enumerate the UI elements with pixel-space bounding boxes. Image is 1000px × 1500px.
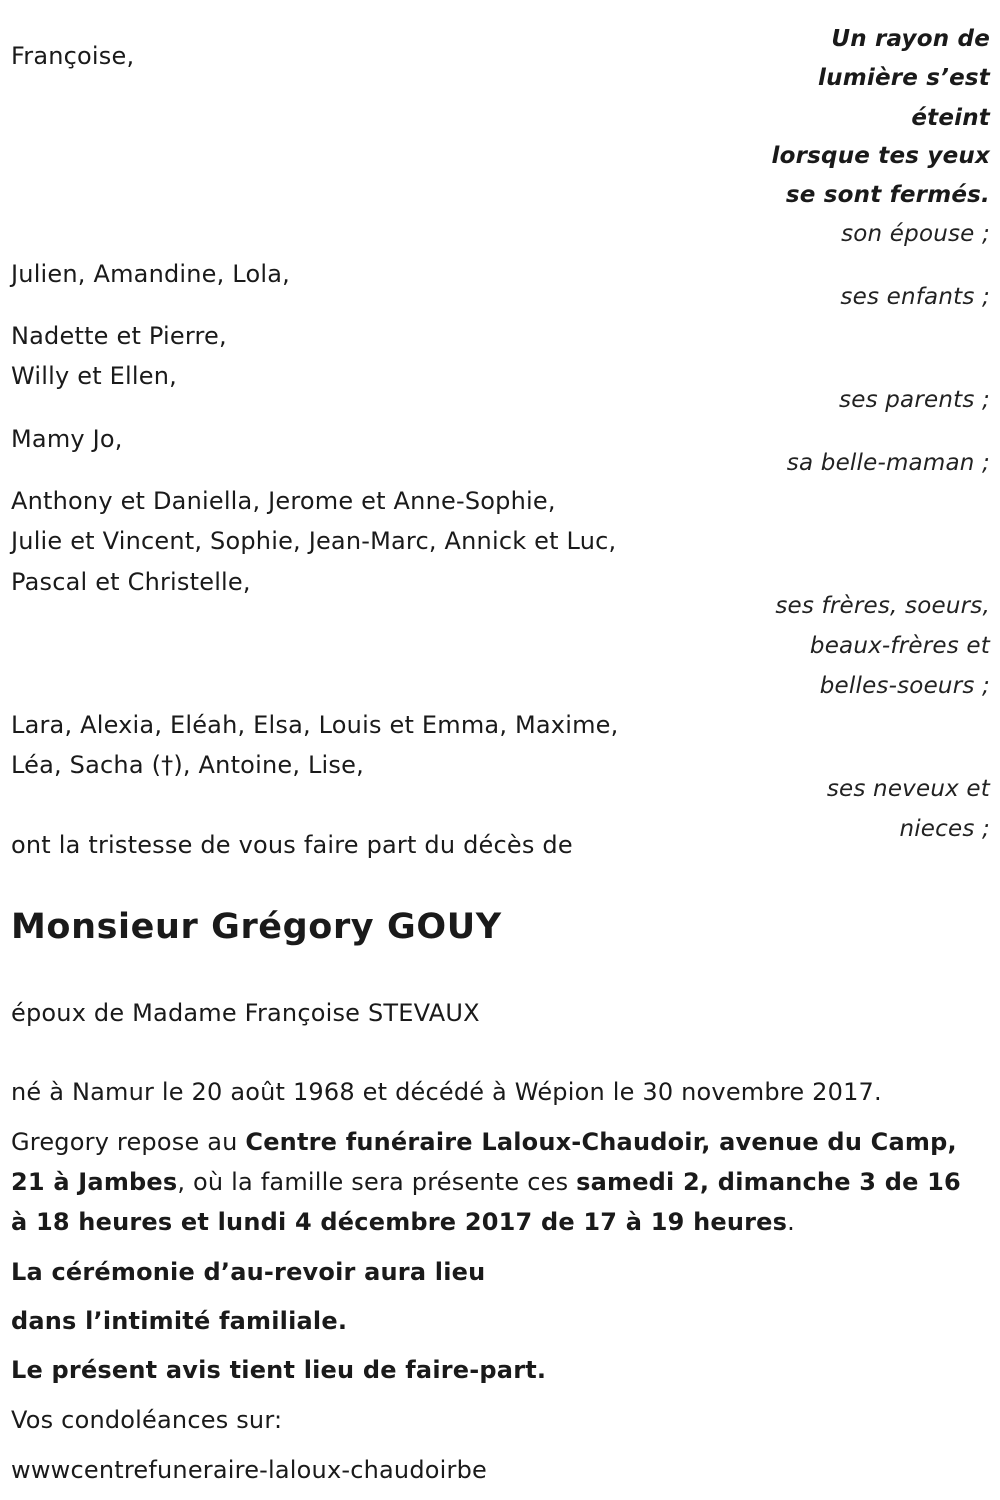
visitation-text: , où la famille sera présente ces (177, 1168, 577, 1196)
verse-line-5: se sont fermés. (785, 182, 990, 208)
parents-role: ses parents ; (839, 387, 990, 413)
birth-death-line: né à Namur le 20 août 1968 et décédé à Wépion le 30 novembre 2017. (11, 1078, 882, 1106)
siblings-names-line-1: Anthony et Daniella, Jerome et Anne-Sophie, (11, 487, 556, 515)
funeral-home-name: Centre funéraire Laloux-Chaudoir, avenue du Camp, (245, 1128, 957, 1156)
visitation-line-1 (11, 1122, 957, 1162)
visitation-line-3 (11, 1202, 795, 1242)
parents-names-line-2: Willy et Ellen, (11, 362, 177, 390)
condolences-website: wwwcentrefuneraire-laloux-chaudoirbe (11, 1456, 487, 1484)
siblings-role-line-2: beaux-frères et (809, 633, 990, 659)
spouse-role: son épouse ; (841, 221, 990, 247)
visitation-line-2 (11, 1162, 961, 1202)
nephews-role-line-1: ses neveux et (826, 776, 990, 802)
deceased-spouse-line: époux de Madame Françoise STEVAUX (11, 999, 480, 1027)
announcement-text: ont la tristesse de vous faire part du décès de (11, 831, 573, 859)
notice-text: Le présent avis tient lieu de faire-part. (11, 1356, 547, 1384)
parents-names-line-1: Nadette et Pierre, (11, 322, 227, 350)
nephews-role-line-2: nieces ; (899, 816, 990, 842)
mother-in-law-name: Mamy Jo, (11, 425, 123, 453)
verse-line-2: lumière s’est (818, 65, 990, 91)
visitation-text: Gregory repose au (11, 1128, 246, 1156)
ceremony-line-2: dans l’intimité familiale. (11, 1307, 348, 1335)
spouse-name: Françoise, (11, 42, 135, 70)
verse-line-3: éteint (911, 105, 990, 131)
siblings-role-line-1: ses frères, soeurs, (775, 593, 990, 619)
children-names: Julien, Amandine, Lola, (11, 260, 290, 288)
visitation-dates: samedi 2, dimanche 3 de 16 (576, 1168, 961, 1196)
visitation-text: . (787, 1208, 795, 1236)
siblings-names-line-3: Pascal et Christelle, (11, 568, 251, 596)
nephews-names-line-1: Lara, Alexia, Eléah, Elsa, Louis et Emma, Maxime, (11, 711, 619, 739)
visitation-hours: à 18 heures et lundi 4 décembre 2017 de 17 à 19 heures (11, 1208, 788, 1236)
condolences-label: Vos condoléances sur: (11, 1406, 283, 1434)
mother-in-law-role: sa belle-maman ; (786, 450, 990, 476)
children-role: ses enfants ; (840, 284, 990, 310)
deceased-name: Monsieur Grégory GOUY (11, 907, 502, 947)
siblings-role-line-3: belles-soeurs ; (819, 673, 990, 699)
verse-line-4: lorsque tes yeux (771, 143, 990, 169)
funeral-home-address: 21 à Jambes (11, 1168, 178, 1196)
verse-line-1: Un rayon de (831, 26, 990, 52)
ceremony-line-1: La cérémonie d’au-revoir aura lieu (11, 1258, 486, 1286)
nephews-names-line-2: Léa, Sacha (†), Antoine, Lise, (11, 751, 364, 779)
siblings-names-line-2: Julie et Vincent, Sophie, Jean-Marc, Annick et Luc, (11, 527, 617, 555)
